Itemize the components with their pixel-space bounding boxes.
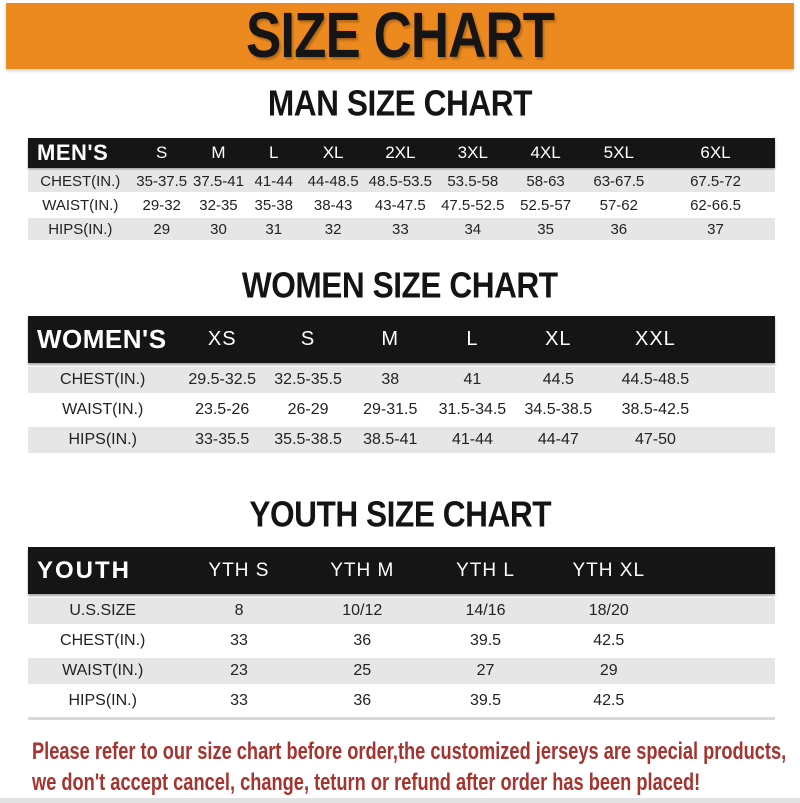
size-value-cell: 37 — [707, 220, 724, 238]
row-label: CHEST(IN.) — [60, 371, 146, 388]
row-label: WAIST(IN.) — [62, 401, 144, 418]
women-size-table — [28, 316, 775, 453]
size-value-cell: 18/20 — [588, 602, 629, 619]
row-label: HIPS(IN.) — [68, 431, 137, 448]
size-value-cell: 14/16 — [465, 602, 506, 619]
size-value-cell: 29.5-32.5 — [188, 371, 256, 388]
size-value-cell: 23 — [230, 662, 248, 679]
size-value-cell: 41 — [463, 371, 482, 388]
men-section — [0, 86, 800, 240]
size-value-cell: 63-67.5 — [593, 172, 645, 190]
row-label: WAIST(IN.) — [62, 662, 144, 679]
size-value-cell: 37.5-41 — [193, 172, 244, 190]
table-row — [28, 628, 775, 654]
row-label: WAIST(IN.) — [42, 196, 119, 214]
size-value-cell: 47.5-52.5 — [441, 196, 505, 214]
size-value-cell: 34.5-38.5 — [524, 401, 593, 418]
youth-section-heading — [0, 497, 800, 533]
size-value-cell: 31 — [265, 220, 283, 238]
table-header-row — [28, 138, 775, 168]
size-value-cell: 33 — [230, 632, 248, 649]
size-value-cell: 38.5-42.5 — [621, 401, 690, 418]
size-value-cell: 29 — [599, 662, 618, 679]
size-value-cell: 35-38 — [254, 196, 293, 214]
size-value-cell: 10/12 — [342, 602, 383, 619]
size-value-cell: 27 — [476, 662, 495, 679]
column-header: 4XL — [530, 143, 561, 162]
table-header-label: YOUTH — [37, 556, 131, 584]
column-header: L — [466, 328, 479, 350]
size-value-cell: 35-37.5 — [136, 172, 188, 190]
size-value-cell: 67.5-72 — [690, 172, 741, 190]
size-value-cell: 42.5 — [593, 692, 625, 709]
size-value-cell: 48.5-53.5 — [368, 172, 433, 190]
column-header: YTH M — [330, 559, 395, 581]
column-header: XXL — [634, 328, 676, 350]
table-row — [28, 688, 775, 714]
men-section-heading — [0, 86, 800, 122]
size-value-cell: 44.5-48.5 — [621, 371, 690, 388]
size-value-cell: 36 — [353, 692, 372, 709]
size-value-cell: 29-32 — [142, 196, 181, 214]
disclaimer — [32, 736, 800, 798]
table-header-label: MEN'S — [37, 140, 109, 165]
column-header: 6XL — [700, 143, 731, 162]
youth-size-table — [28, 547, 775, 714]
women-section-heading-text: WOMEN SIZE CHART — [242, 266, 558, 306]
size-value-cell: 34 — [464, 220, 482, 238]
column-header: 5XL — [603, 143, 634, 162]
size-value-cell: 30 — [210, 220, 227, 238]
banner-title: SIZE CHART — [246, 0, 554, 71]
row-label: HIPS(IN.) — [68, 692, 137, 709]
men-section-heading-text: MAN SIZE CHART — [267, 84, 533, 124]
size-value-cell: 25 — [353, 662, 372, 679]
size-value-cell: 39.5 — [469, 692, 502, 709]
size-value-cell: 38.5-41 — [363, 431, 418, 448]
table-row — [28, 427, 775, 453]
size-value-cell: 29 — [153, 220, 171, 238]
size-value-cell: 36 — [353, 632, 372, 649]
column-header: 2XL — [385, 143, 416, 162]
table-header-row — [28, 547, 775, 594]
size-value-cell: 32.5-35.5 — [274, 371, 342, 388]
column-header: YTH L — [456, 559, 515, 581]
size-value-cell: 52.5-57 — [520, 196, 572, 214]
size-value-cell: 35 — [537, 220, 554, 238]
youth-section-heading-text: YOUTH SIZE CHART — [249, 495, 551, 535]
page-bottom-divider — [0, 798, 800, 803]
table-header-row — [28, 316, 775, 363]
size-value-cell: 53.5-58 — [447, 172, 499, 190]
row-label: CHEST(IN.) — [60, 632, 146, 649]
youth-section — [0, 497, 800, 720]
size-value-cell: 57-62 — [599, 196, 638, 214]
column-header: 3XL — [457, 143, 488, 162]
column-header: S — [156, 143, 168, 162]
size-value-cell: 41-44 — [451, 431, 493, 448]
size-value-cell: 8 — [234, 602, 244, 619]
size-value-cell: 44-48.5 — [307, 172, 359, 190]
row-label: HIPS(IN.) — [48, 220, 113, 238]
column-header: YTH S — [208, 559, 270, 581]
youth-table-bottom-divider — [28, 717, 775, 720]
column-header: S — [300, 328, 316, 350]
men-size-table — [28, 138, 775, 240]
size-value-cell: 39.5 — [469, 632, 502, 649]
table-row — [28, 658, 775, 684]
size-value-cell: 43-47.5 — [374, 196, 426, 214]
size-value-cell: 33 — [391, 220, 409, 238]
size-value-cell: 26-29 — [287, 401, 329, 418]
size-value-cell: 31.5-34.5 — [438, 401, 507, 418]
size-value-cell: 47-50 — [634, 431, 676, 448]
table-row — [28, 218, 775, 240]
disclaimer-line-1: Please refer to our size chart before order,the customized jerseys are special products, — [32, 738, 787, 765]
column-header: XL — [322, 143, 344, 162]
size-value-cell: 38 — [381, 371, 400, 388]
size-value-cell: 41-44 — [254, 172, 293, 190]
size-value-cell: 32-35 — [199, 196, 238, 214]
size-value-cell: 58-63 — [526, 172, 565, 190]
size-value-cell: 38-43 — [313, 196, 353, 214]
size-value-cell: 32 — [324, 220, 342, 238]
size-value-cell: 62-66.5 — [690, 196, 741, 214]
table-row — [28, 194, 775, 216]
column-header: XS — [207, 328, 237, 350]
column-header: M — [381, 328, 400, 350]
size-value-cell: 44.5 — [542, 371, 574, 388]
column-header: L — [269, 143, 279, 162]
size-value-cell: 44-47 — [537, 431, 579, 448]
size-value-cell: 23.5-26 — [195, 401, 250, 418]
table-row — [28, 170, 775, 192]
women-section-heading — [0, 268, 800, 304]
size-value-cell: 42.5 — [593, 632, 625, 649]
table-row — [28, 598, 775, 624]
table-row — [28, 367, 775, 393]
size-value-cell: 29-31.5 — [363, 401, 418, 418]
table-header-label: WOMEN'S — [37, 324, 167, 354]
size-value-cell: 33 — [230, 692, 248, 709]
size-value-cell: 35.5-38.5 — [274, 431, 342, 448]
banner — [6, 0, 794, 71]
size-value-cell: 36 — [610, 220, 628, 238]
column-header: M — [211, 143, 226, 162]
column-header: YTH XL — [572, 559, 646, 581]
women-section — [0, 268, 800, 453]
column-header: XL — [545, 328, 572, 350]
disclaimer-line-2: we don't accept cancel, change, teturn or refund after order has been placed! — [32, 769, 701, 796]
size-value-cell: 33-35.5 — [195, 431, 250, 448]
table-row — [28, 397, 775, 423]
row-label: U.S.SIZE — [69, 602, 137, 619]
row-label: CHEST(IN.) — [40, 172, 121, 190]
